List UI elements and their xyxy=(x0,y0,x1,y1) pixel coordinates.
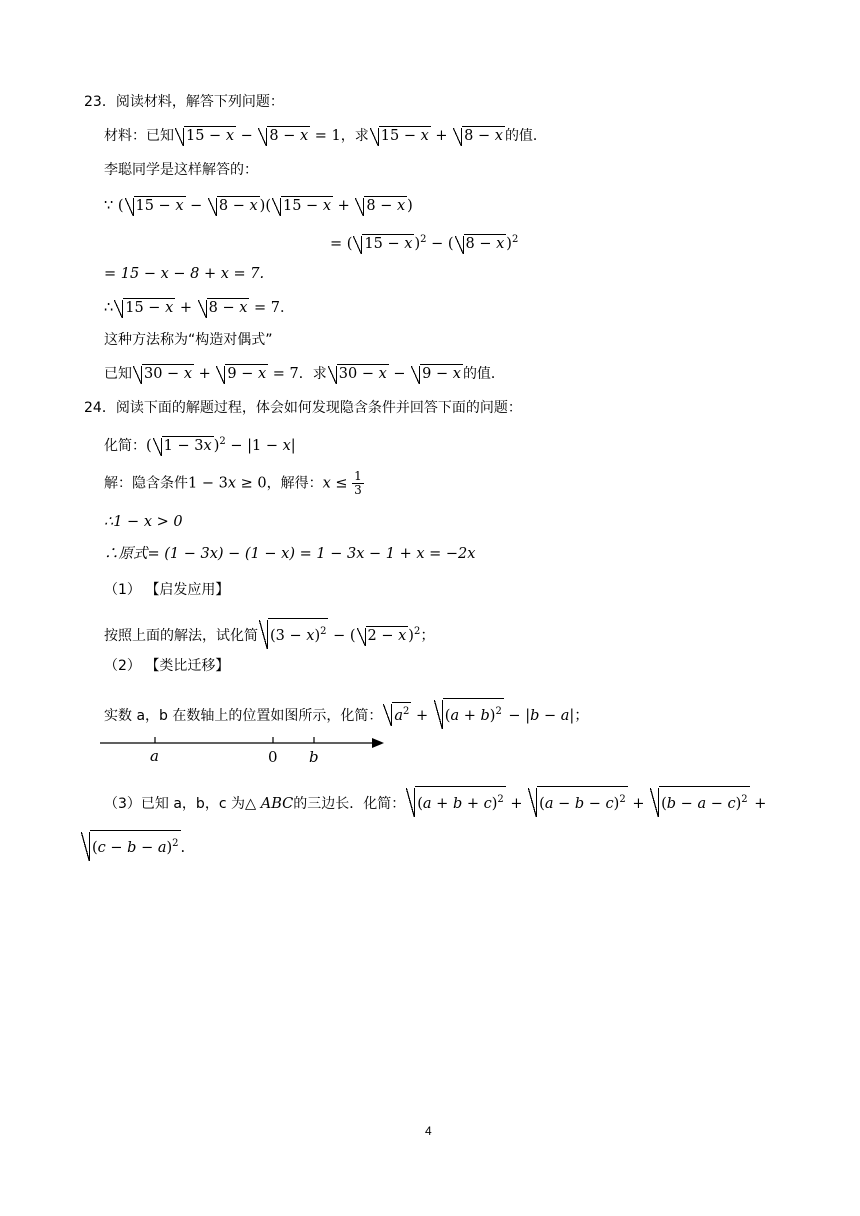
q24-part1-task: 按照上面的解法，试化简 $(3 - x)^2$ − ( 2 − x )$^2$； xyxy=(104,618,435,649)
q23-conclusion: ∴ 15 − x + 8 − x = 7． xyxy=(104,300,295,316)
label-zero: 0 xyxy=(268,748,278,766)
q24-step3: ∴原式= (1 − 3x) − (1 − x) = 1 − 3x − 1 + x = −2x xyxy=(104,546,476,562)
label-b: b xyxy=(309,748,319,766)
q23-method: 这种方法称为“构造对偶式” xyxy=(104,332,273,348)
axis-arrow xyxy=(372,738,384,748)
q23-step1: ∵ ( 15 − x − 8 − x )( 15 − x + 8 − x ) xyxy=(104,198,413,214)
q23-material: 材料：已知 15 − x − 8 − x = 1，求 15 − x + 8 − x 的值． xyxy=(104,128,547,144)
label-a: a xyxy=(150,747,159,765)
q24-part2-task: 实数 a，b 在数轴上的位置如图所示，化简： $a^2 + (a + b)^2 - |b - a|$； xyxy=(104,698,589,729)
q24-step2: ∴1 − x > 0 xyxy=(104,514,183,530)
page-number: 4 xyxy=(425,1124,432,1138)
q23-title: 23．阅读材料，解答下列问题： xyxy=(84,94,284,110)
q24-part2-heading: （2） 【类比迁移】 xyxy=(104,658,230,674)
q24-part1-heading: （1） 【启发应用】 xyxy=(104,582,230,598)
q23-step2: = ( 15 − x )$^2$ − ( 8 − x )$^2$ xyxy=(330,234,519,252)
number-line xyxy=(96,732,396,768)
q24-part3-task: （3）已知 a，b，c 为△ ABC的三边长．化简： $(a + b + c)^2 + (a - b - c)^2 + (b - a - c)^2$ + xyxy=(104,786,766,817)
q24-part3-task-cont: $(c - b - a)^2$ . xyxy=(80,830,185,861)
q23-question: 已知 30 − x + 9 − x = 7．求 30 − x − 9 − x 的值． xyxy=(104,366,505,382)
q24-solution: 解：隐含条件1 − 3x ≥ 0，解得：x ≤ $\frac{1}{3}$ xyxy=(104,469,362,497)
q23-intro: 李聪同学是这样解答的： xyxy=(104,162,258,178)
q23-step3: = 15 − x − 8 + x = 7. xyxy=(104,266,265,282)
q24-title: 24．阅读下面的解题过程，体会如何发现隐含条件并回答下面的问题： xyxy=(84,400,522,416)
q24-simplify: 化简：( 1 − 3x )$^2$ − |1 − x| xyxy=(104,436,296,454)
